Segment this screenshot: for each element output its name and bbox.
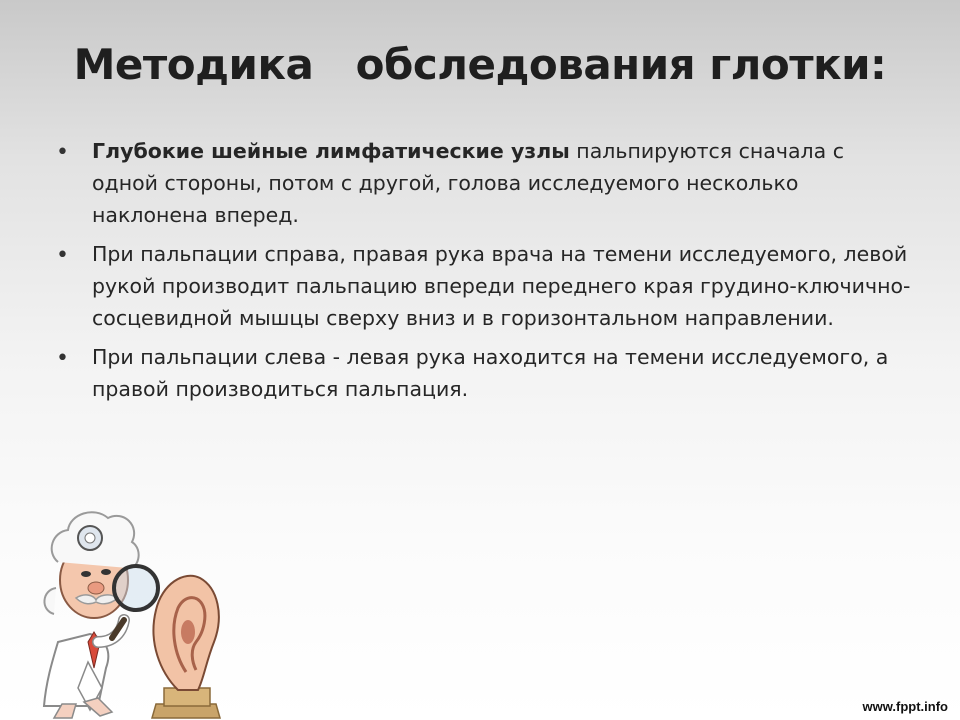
bullet-bold-text: Глубокие шейные лимфатические узлы (92, 139, 570, 163)
watermark: www.fppt.info (862, 699, 948, 714)
bullet-icon: • (56, 243, 69, 268)
slide-title: Методика обследования глотки: (73, 40, 887, 89)
bullet-text: При пальпации слева - левая рука находится на темени исследуемого, а правой производиться пальпация. (92, 345, 889, 401)
doctor-with-magnifier-and-ear-icon (28, 492, 238, 720)
bullet-icon: • (56, 140, 69, 165)
bullet-text: пальпируются сначала с одной стороны, потом с другой, голова исследуемого несколько наклонена вперед. (92, 139, 844, 227)
bullet-item (52, 238, 912, 334)
bullet-item (52, 341, 912, 405)
bullet-text: При пальпации справа, правая рука врача на темени исследуемого, левой рукой производит пальпацию впереди переднего края грудино-ключично-сосцевидной мышцы сверху вниз и в горизонтальном направлении. (92, 242, 911, 330)
bullet-list (52, 135, 912, 412)
bullet-item (52, 135, 912, 231)
bullet-icon: • (56, 346, 69, 371)
